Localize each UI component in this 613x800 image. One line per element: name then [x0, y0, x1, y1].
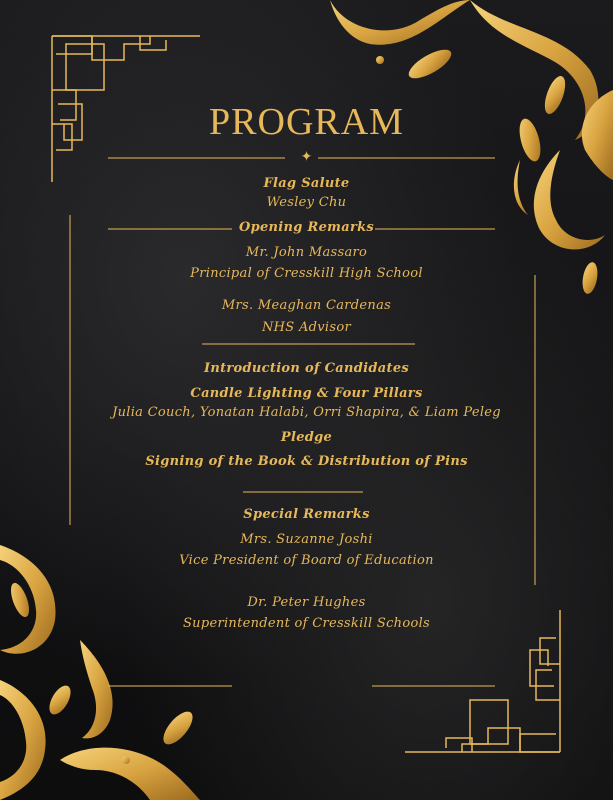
pledge-heading: Pledge	[280, 430, 333, 445]
flag-salute-heading: Flag Salute	[263, 176, 350, 191]
opening-speaker1-name: Mr. John Massaro	[245, 245, 368, 260]
opening-speaker2-role: NHS Advisor	[262, 320, 351, 335]
special-remarks-heading: Special Remarks	[243, 507, 370, 522]
bottom-right-frame-ornament	[405, 610, 560, 752]
candle-lighting-heading: Candle Lighting & Four Pillars	[190, 386, 423, 401]
special-speaker2-role: Superintendent of Cresskill Schools	[182, 616, 431, 631]
special-speaker1-name: Mrs. Suzanne Joshi	[240, 532, 373, 547]
opening-speaker1-role: Principal of Cresskill High School	[190, 266, 423, 281]
signing-heading: Signing of the Book & Distribution of Pins	[145, 454, 468, 469]
special-speaker2-name: Dr. Peter Hughes	[247, 595, 366, 610]
candle-lighting-names: Julia Couch, Yonatan Halabi, Orri Shapira, & Liam Peleg	[112, 405, 501, 420]
introduction-heading: Introduction of Candidates	[203, 361, 410, 376]
opening-speaker2-name: Mrs. Meaghan Cardenas	[221, 298, 392, 313]
opening-remarks-heading: Opening Remarks	[238, 220, 375, 235]
sparkle-icon: ✦	[300, 149, 313, 165]
flag-salute-speaker: Wesley Chu	[266, 195, 347, 210]
bottom-left-swirl-ornament	[0, 545, 200, 800]
page-title: PROGRAM	[209, 101, 404, 143]
special-speaker1-role: Vice President of Board of Education	[179, 553, 434, 568]
